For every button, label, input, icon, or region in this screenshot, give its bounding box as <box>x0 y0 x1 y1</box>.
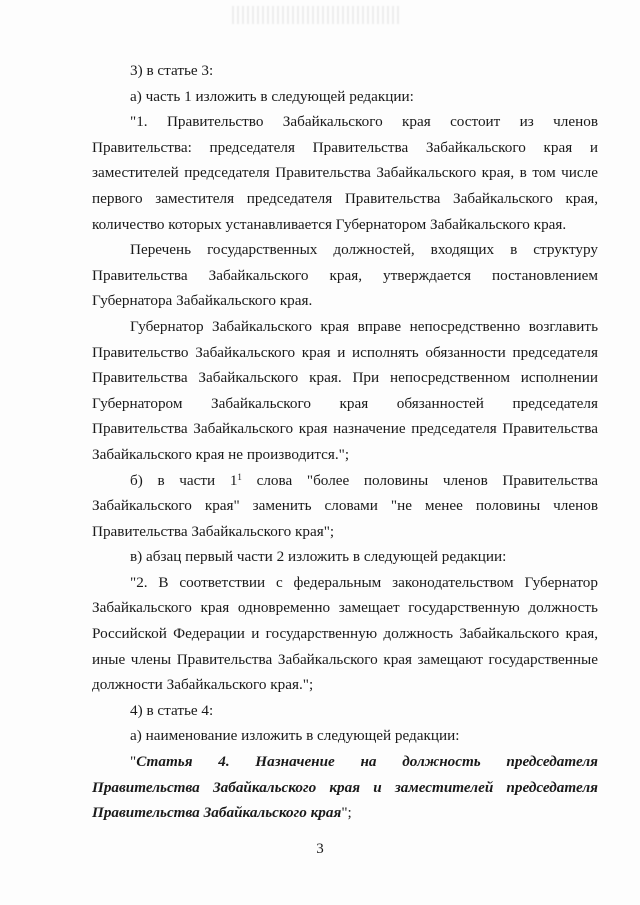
paragraph-item-a: а) часть 1 изложить в следующей редакции: <box>130 87 414 105</box>
paragraph-item-4: 4) в статье 4: <box>130 701 214 719</box>
paragraph-item-a-title: а) наименование изложить в следующей редакции: <box>130 727 460 745</box>
paragraph-part-2-text: "2. В соответствии с федеральным законодательством Губернатор Забайкальского края одновременно замещает государственную должность Российской Федерации и государственную должность Забайкальского края, иные члены Правительства Забайкальского края замещают государственные должности Забайкальского края."; <box>92 573 598 694</box>
paragraph-part-1-text: "1. Правительство Забайкальского края состоит из членов Правительства: председателя Правительства Забайкальского края и заместителей председателя Правительства Забайкальского края, в том числе первого заместителя председателя Правительства Забайкальского края, количество которых устанавливается Губернатором Забайкальского края. <box>92 113 598 233</box>
document-body <box>92 58 598 826</box>
scan-artifact <box>232 6 402 24</box>
title-close-quote: "; <box>341 804 352 822</box>
article-4-heading: Статья 4. Назначение на должность председателя Правительства Забайкальского края и заместителей председателя Правительства Забайкальского края <box>92 753 598 822</box>
paragraph-item-3: 3) в статье 3: <box>130 62 214 79</box>
paragraph-article-4-title <box>92 749 598 826</box>
title-open-quote: " <box>130 753 137 771</box>
page-number: 3 <box>316 841 324 857</box>
paragraph-item-v: в) абзац первый части 2 изложить в следующей редакции: <box>130 548 507 566</box>
item-b-before: б) в части 1 <box>130 471 238 489</box>
paragraph-item-b <box>92 468 598 545</box>
item-b-superscript: 1 <box>237 471 242 482</box>
paragraph-governor-head: Губернатор Забайкальского края вправе непосредственно возглавить Правительство Забайкальского края и исполнять обязанности председателя Правительства Забайкальского края. При непосредственном исполнении Губернатором Забайкальского края обязанностей председателя Правительства Забайкальского края назначение председателя Правительства Забайкальского края не производится."; <box>92 317 598 463</box>
paragraph-positions-list: Перечень государственных должностей, входящих в структуру Правительства Забайкальского края, утверждается постановлением Губернатора Забайкальского края. <box>92 241 598 310</box>
item-b-after: слова "более половины членов Правительства Забайкальского края" заменить словами "не менее половины членов Правительства Забайкальского края"; <box>92 471 598 540</box>
